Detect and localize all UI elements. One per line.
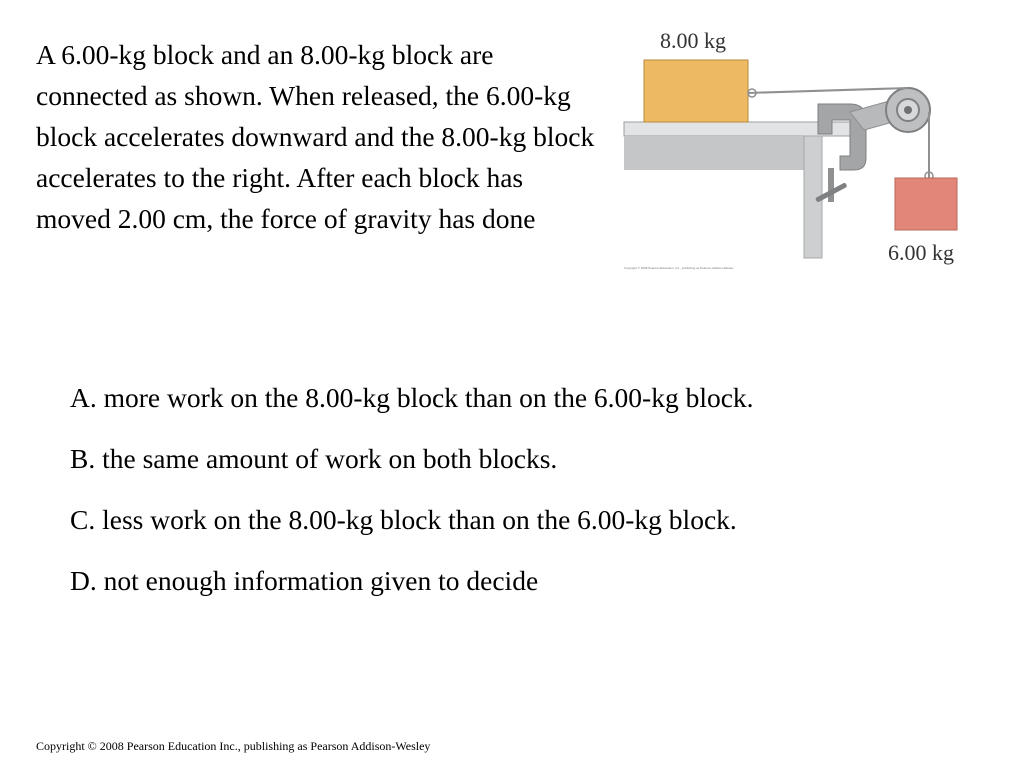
label-6kg: 6.00 kg [888, 240, 954, 265]
label-8kg: 8.00 kg [660, 28, 726, 53]
string-horizontal [748, 88, 908, 93]
choice-a[interactable]: A. more work on the 8.00-kg block than on the 6.00-kg block. [70, 382, 754, 413]
copyright-footer: Copyright © 2008 Pearson Education Inc., publishing as Pearson Addison-Wesley [36, 739, 431, 753]
choice-d[interactable]: D. not enough information given to decide [70, 565, 539, 596]
pulley-diagram [618, 22, 978, 278]
clamp-screw [828, 168, 834, 202]
pulley-diagram-svg [618, 22, 978, 278]
choice-b[interactable]: B. the same amount of work on both blocks. [70, 443, 558, 474]
figure-credit: Copyright © 2008 Pearson Education, Inc., publishing as Pearson Addison-Wesley [624, 266, 734, 270]
question-text: A 6.00-kg block and an 8.00-kg block are connected as shown. When released, the 6.00-kg block accelerates downward and the 8.00-kg block accelerates to the right. After each block has moved 2.00 cm, the force of gravity has done [36, 39, 595, 234]
block-6kg [895, 178, 957, 230]
block-8kg [644, 60, 748, 122]
choice-c[interactable]: C. less work on the 8.00-kg block than on the 6.00-kg block. [70, 504, 737, 535]
pulley-axle [904, 106, 912, 114]
table-front [624, 136, 808, 170]
answer-choices [70, 378, 754, 622]
